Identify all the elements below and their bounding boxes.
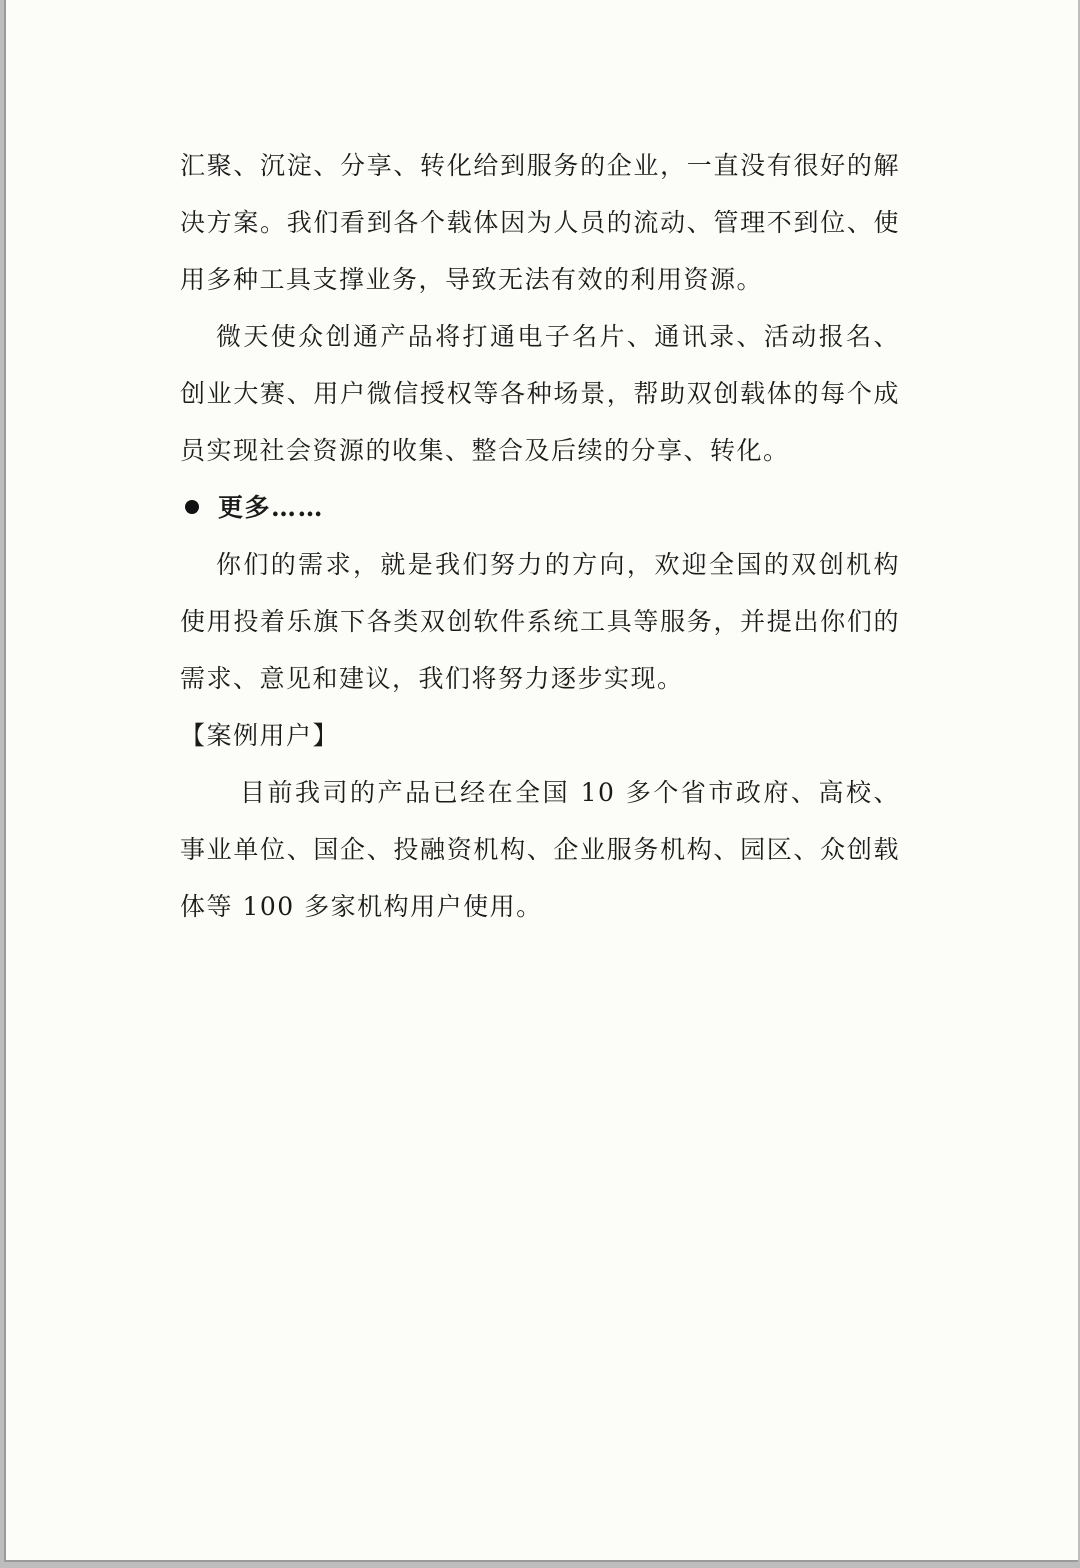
paragraph-more: 你们的需求，就是我们努力的方向，欢迎全国的双创机构使用投着乐旗下各类双创软件系统工具等服务，并提出你们的需求、意见和建议，我们将努力逐步实现。 <box>180 550 900 693</box>
bullet-dot-icon <box>185 500 199 514</box>
paragraph-product-intro: 微天使众创通产品将打通电子名片、通讯录、活动报名、创业大赛、用户微信授权等各种场景，帮助双创载体的每个成员实现社会资源的收集、整合及后续的分享、转化。 <box>180 322 900 465</box>
case-users-label: 【案例用户】 <box>180 721 340 750</box>
paragraph-case-users: 目前我司的产品已经在全国 10 多个省市政府、高校、事业单位、国企、投融资机构、企业服务机构、园区、众创载体等 100 多家机构用户使用。 <box>180 778 900 921</box>
more-heading <box>180 479 900 536</box>
document-body <box>180 137 900 935</box>
document-page <box>4 0 1078 1562</box>
paragraph-resource-problem: 汇聚、沉淀、分享、转化给到服务的企业，一直没有很好的解决方案。我们看到各个载体因为人员的流动、管理不到位、使用多种工具支撑业务，导致无法有效的利用资源。 <box>180 151 900 294</box>
more-heading-text: 更多…… <box>218 493 325 522</box>
